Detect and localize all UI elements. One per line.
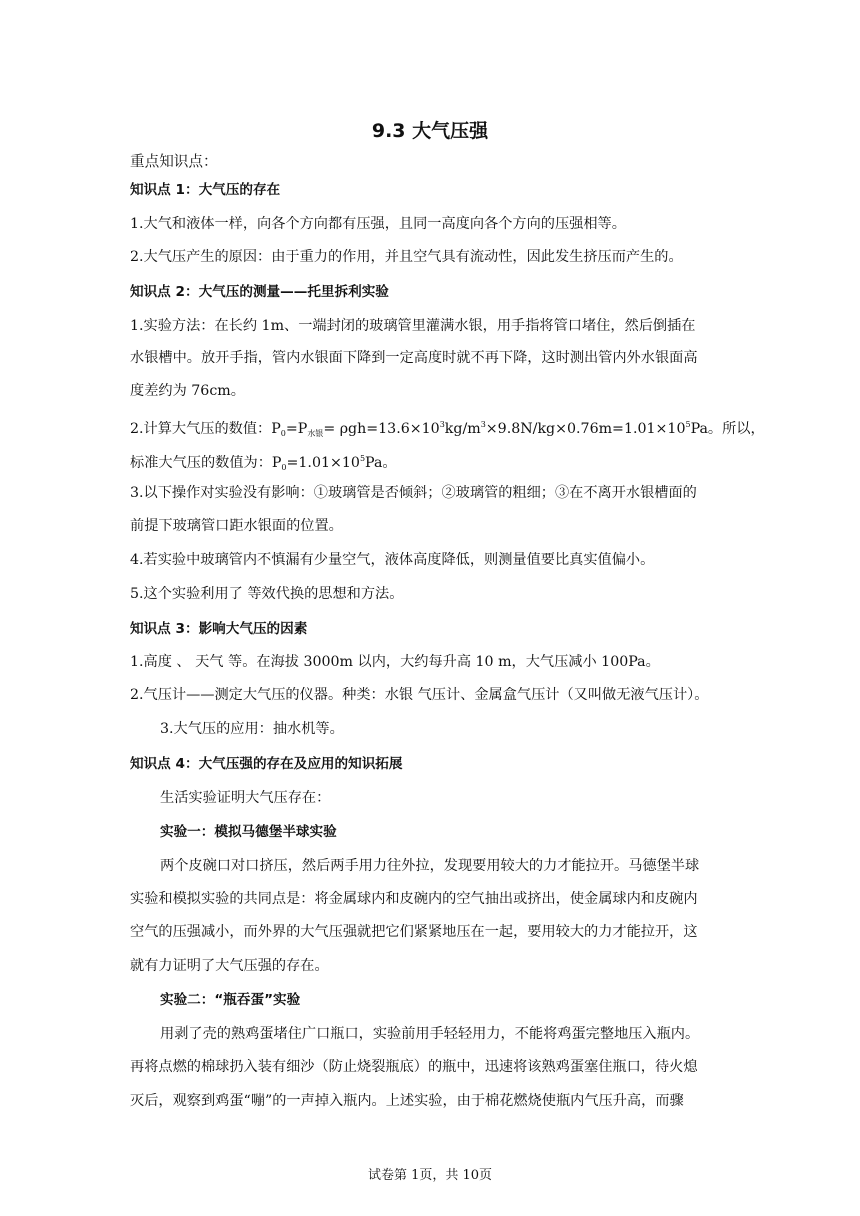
formula-text: 标准大气压的数值为：P [130,455,282,471]
kp3-paragraph-1: 1.高度 、 天气 等。在海拔 3000m 以内，大约每升高 10 m，大气压减小 100Pa。 [130,654,660,670]
kp3-paragraph-3: 3.大气压的应用：抽水机等。 [160,721,344,737]
experiment-2-heading: 实验二：“瓶吞蛋”实验 [160,992,301,1008]
formula-superscript: 5 [685,420,691,429]
experiment-1-line-1: 两个皮碗口对口挤压，然后两手用力往外拉，发现要用较大的力才能拉开。马德堡半球 [160,858,700,874]
kp4-intro: 生活实验证明大气压存在： [160,790,331,806]
experiment-2-line-1: 用剥了壳的熟鸡蛋堵住广口瓶口，实验前用手轻轻用力，不能将鸡蛋完整地压入瓶内。 [160,1026,700,1042]
formula-text: 2.计算大气压的数值：P [130,421,281,437]
formula-superscript: 5 [359,454,366,463]
kp1-paragraph-1: 1.大气和液体一样，向各个方向都有压强，且同一高度向各个方向的压强相等。 [130,216,626,232]
kp1-paragraph-2: 2.大气压产生的原因：由于重力的作用，并且空气具有流动性，因此发生挤压而产生的。 [130,249,683,265]
document-title: 9.3 大气压强 [371,120,489,142]
kp3-paragraph-2: 2.气压计——测定大气压的仪器。种类：水银 气压计、金属盒气压计（又叫做无液气压计）。 [130,687,709,703]
formula-superscript: 3 [439,420,445,429]
formula-subscript: 0 [280,429,286,438]
kp2-paragraph-1-line-1: 1.实验方法：在长约 1m、一端封闭的玻璃管里灌满水银，用手指将管口堵住，然后倒插在 [130,318,696,334]
kp2-paragraph-3-line-1: 3.以下操作对实验没有影响：①玻璃管是否倾斜；②玻璃管的粗细；③在不离开水银槽面的 [130,485,697,501]
formula-subscript: 0 [281,463,287,472]
kp4-heading: 知识点 4：大气压强的存在及应用的知识拓展 [130,756,403,772]
experiment-2-line-2: 再将点燃的棉球扔入装有细沙（防止烧裂瓶底）的瓶中，迅速将该熟鸡蛋塞住瓶口，待火熄 [130,1059,698,1075]
formula-text: =P [285,421,308,437]
experiment-1-line-3: 空气的压强减小，而外界的大气压强就把它们紧紧地压在一起，要用较大的力才能拉开，这 [130,924,698,940]
kp1-heading: 知识点 1：大气压的存在 [130,182,281,198]
formula-text: kg/m [444,421,481,437]
experiment-1-heading: 实验一：模拟马德堡半球实验 [160,824,337,840]
section-heading: 重点知识点： [130,153,218,170]
kp2-paragraph-1-line-2: 水银槽中。放开手指，管内水银面下降到一定高度时就不再下降，这时测出管内外水银面高 [130,350,698,366]
kp2-paragraph-4: 4.若实验中玻璃管内不慎漏有少量空气，液体高度降低，则测量值要比真实值偏小。 [130,552,655,568]
kp2-paragraph-1-line-3: 度差约为 76cm。 [130,383,245,399]
formula-text: = ρgh=13.6×10 [323,421,440,437]
kp2-formula-line [130,415,765,444]
kp2-heading: 知识点 2：大气压的测量——托里拆利实验 [130,284,389,300]
kp3-heading: 知识点 3：影响大气压的因素 [130,621,308,637]
kp2-paragraph-5: 5.这个实验利用了 等效代换的思想和方法。 [130,586,404,602]
formula-subscript: 水银 [307,429,324,438]
formula-text: ×9.8N/kg×0.76m=1.01×10 [485,421,686,437]
kp2-standard-pressure-line [130,449,740,478]
experiment-2-line-3: 灭后，观察到鸡蛋“嘣”的一声掉入瓶内。上述实验，由于棉花燃烧使瓶内气压升高，而骤 [130,1093,684,1109]
experiment-1-line-2: 实验和模拟实验的共同点是：将金属球内和皮碗内的空气抽出或挤出，使金属球内和皮碗内 [130,891,698,907]
page-footer: 试卷第 1页，共 10页 [367,1168,493,1183]
formula-text: Pa。所以， [690,421,765,437]
experiment-1-line-4: 就有力证明了大气压强的存在。 [130,958,329,974]
formula-text: Pa。 [365,455,397,471]
formula-text: =1.01×10 [286,455,360,471]
kp2-paragraph-3-line-2: 前提下玻璃管口距水银面的位置。 [130,518,343,534]
formula-superscript: 3 [480,420,486,429]
